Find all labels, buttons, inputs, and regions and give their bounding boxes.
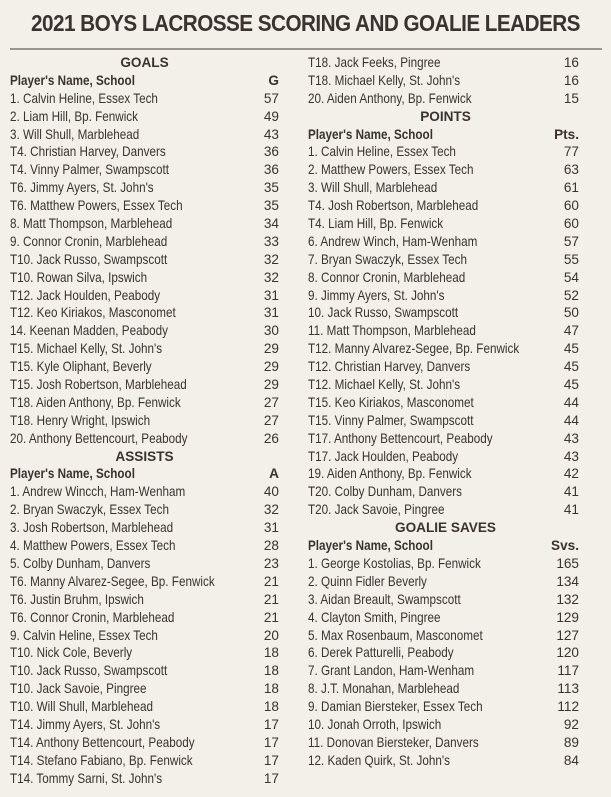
- player-name: T6. Justin Bruhm, Ipswich: [10, 591, 144, 607]
- page-title: 2021 BOYS LACROSSE SCORING AND GOALIE LEADERS: [31, 10, 580, 36]
- title-divider: [10, 48, 602, 50]
- stat-value: 18: [263, 645, 279, 661]
- goals-row: [10, 108, 279, 126]
- stat-value: 63: [563, 162, 579, 178]
- goals-row: [10, 161, 279, 179]
- stat-value: 41: [563, 502, 579, 518]
- player-name: 9. Connor Cronin, Marblehead: [10, 233, 168, 249]
- player-name: T10. Will Shull, Marblehead: [10, 699, 153, 715]
- player-name: T15. Keo Kiriakos, Masconomet: [308, 394, 474, 410]
- stat-value: 165: [556, 555, 579, 571]
- assists-row: [308, 54, 583, 72]
- player-name: 2. Quinn Fidler Beverly: [308, 573, 427, 589]
- stat-value: 27: [263, 394, 279, 410]
- player-name: 6. Andrew Winch, Ham-Wenham: [308, 233, 478, 249]
- stat-value: 43: [263, 126, 279, 142]
- player-name: T14. Jimmy Ayers, St. John's: [10, 716, 161, 732]
- stat-value: 31: [263, 287, 279, 303]
- player-name: T14. Anthony Bettencourt, Peabody: [10, 734, 195, 750]
- stat-value: 21: [263, 591, 279, 607]
- points-header-name: Player's Name, School: [308, 126, 433, 142]
- goals-header: [10, 72, 279, 90]
- assists-row: [10, 680, 279, 698]
- stat-value: 32: [263, 251, 279, 267]
- goals-header-name: Player's Name, School: [10, 72, 135, 88]
- goals-row: [10, 233, 279, 251]
- goalie-saves-row: [308, 627, 583, 645]
- points-list: [308, 143, 583, 519]
- stat-value: 29: [263, 377, 279, 393]
- player-name: 11. Donovan Biersteker, Danvers: [308, 734, 479, 750]
- stat-value: 16: [563, 55, 579, 70]
- goalie-saves-header: [308, 537, 583, 555]
- player-name: T10. Jack Russo, Swampscott: [10, 663, 168, 679]
- assists-row: [10, 627, 279, 645]
- stat-value: 35: [263, 198, 279, 214]
- stat-value: 45: [563, 341, 579, 357]
- goals-header-value: G: [268, 72, 279, 88]
- player-name: 11. Matt Thompson, Marblehead: [308, 323, 476, 339]
- stat-value: 28: [263, 538, 279, 554]
- goals-row: [10, 340, 279, 358]
- points-row: [308, 465, 583, 483]
- player-name: 1. Calvin Heline, Essex Tech: [10, 90, 158, 106]
- assists-list: [10, 483, 279, 787]
- points-row: [308, 179, 583, 197]
- player-name: T4. Liam Hill, Bp. Fenwick: [308, 216, 444, 232]
- player-name: 6. Derek Patturelli, Peabody: [308, 645, 454, 661]
- assists-row: [10, 537, 279, 555]
- player-name: 3. Josh Robertson, Marblehead: [10, 520, 174, 536]
- points-row: [308, 251, 583, 269]
- assists-row: [10, 591, 279, 609]
- player-name: 8. Connor Cronin, Marblehead: [308, 269, 466, 285]
- stat-value: 35: [263, 180, 279, 196]
- player-name: 20. Anthony Bettencourt, Peabody: [10, 430, 188, 446]
- player-name: 8. Matt Thompson, Marblehead: [10, 216, 173, 232]
- player-name: T4. Vinny Palmer, Swampscott: [10, 162, 169, 178]
- points-row: [308, 269, 583, 287]
- stat-value: 45: [563, 377, 579, 393]
- player-name: T4. Josh Robertson, Marblehead: [308, 198, 479, 214]
- goals-row: [10, 430, 279, 448]
- player-name: T6. Jimmy Ayers, St. John's: [10, 180, 154, 196]
- goals-row: [10, 143, 279, 161]
- player-name: T15. Kyle Oliphant, Beverly: [10, 359, 152, 375]
- assists-row: [10, 483, 279, 501]
- player-name: T10. Jack Savoie, Pingree: [10, 681, 147, 697]
- goalie-saves-row: [308, 698, 583, 716]
- stat-value: 17: [263, 734, 279, 750]
- assists-row: [10, 716, 279, 734]
- player-name: T15. Josh Robertson, Marblehead: [10, 377, 187, 393]
- stat-value: 17: [263, 752, 279, 768]
- stat-value: 31: [263, 305, 279, 321]
- goals-row: [10, 304, 279, 322]
- stat-value: 44: [563, 412, 579, 428]
- stat-value: 127: [556, 627, 579, 643]
- goalie-saves-row: [308, 752, 583, 770]
- stat-value: 33: [263, 233, 279, 249]
- player-name: T18. Aiden Anthony, Bp. Fenwick: [10, 394, 181, 410]
- player-name: 3. Will Shull, Marblehead: [308, 180, 438, 196]
- player-name: T4. Christian Harvey, Danvers: [10, 144, 166, 160]
- left-column: [10, 54, 279, 788]
- stat-value: 34: [263, 216, 279, 232]
- player-name: 14. Keenan Madden, Peabody: [10, 323, 168, 339]
- assists-row: [10, 644, 279, 662]
- player-name: T15. Michael Kelly, St. John's: [10, 341, 163, 357]
- player-name: 1. George Kostolias, Bp. Fenwick: [308, 555, 481, 571]
- stat-value: 47: [563, 323, 579, 339]
- assists-row: [10, 698, 279, 716]
- stat-value: 40: [263, 484, 279, 500]
- assists-continued-list: [308, 54, 583, 108]
- assists-row: [10, 573, 279, 591]
- goalie-saves-header-value: Svs.: [551, 538, 579, 554]
- assists-row: [308, 72, 583, 90]
- player-name: T12. Jack Houlden, Peabody: [10, 287, 161, 303]
- points-row: [308, 287, 583, 305]
- stat-value: 113: [557, 681, 579, 697]
- player-name: 1. Andrew Wincch, Ham-Wenham: [10, 484, 186, 500]
- stat-value: 57: [263, 90, 279, 106]
- player-name: 1. Calvin Heline, Essex Tech: [308, 144, 456, 160]
- goals-row: [10, 322, 279, 340]
- stat-value: 54: [563, 269, 579, 285]
- player-name: 9. Jimmy Ayers, St. John's: [308, 287, 445, 303]
- player-name: T10. Rowan Silva, Ipswich: [10, 269, 148, 285]
- stat-value: 18: [263, 663, 279, 679]
- goals-row: [10, 287, 279, 305]
- goalie-saves-row: [308, 573, 583, 591]
- player-name: 9. Damian Biersteker, Essex Tech: [308, 699, 483, 715]
- player-name: 5. Max Rosenbaum, Masconomet: [308, 627, 483, 643]
- player-name: T17. Anthony Bettencourt, Peabody: [308, 430, 493, 446]
- player-name: T14. Tommy Sarni, St. John's: [10, 770, 163, 786]
- player-name: 10. Jonah Orroth, Ipswich: [308, 716, 442, 732]
- player-name: T18. Jack Feeks, Pingree: [308, 55, 441, 70]
- stat-value: 134: [556, 573, 579, 589]
- player-name: T15. Vinny Palmer, Swampscott: [308, 412, 474, 428]
- stat-value: 77: [563, 144, 579, 160]
- goalie-saves-row: [308, 609, 583, 627]
- goalie-saves-row: [308, 716, 583, 734]
- points-row: [308, 340, 583, 358]
- stat-value: 92: [563, 716, 579, 732]
- player-name: 8. J.T. Monahan, Marblehead: [308, 681, 460, 697]
- goalie-saves-section-title: GOALIE SAVES: [395, 520, 496, 536]
- stat-value: 89: [563, 734, 579, 750]
- assists-row: [308, 90, 583, 108]
- points-row: [308, 143, 583, 161]
- player-name: 10. Jack Russo, Swampscott: [308, 305, 459, 321]
- goals-row: [10, 269, 279, 287]
- player-name: 7. Bryan Swaczyk, Essex Tech: [308, 251, 467, 267]
- player-name: T12. Christian Harvey, Danvers: [308, 359, 471, 375]
- goalie-saves-row: [308, 734, 583, 752]
- stat-value: 15: [563, 90, 579, 106]
- player-name: 3. Aidan Breault, Swampscott: [308, 591, 461, 607]
- stat-value: 29: [263, 359, 279, 375]
- stat-value: 43: [563, 430, 579, 446]
- player-name: 19. Aiden Anthony, Bp. Fenwick: [308, 466, 472, 482]
- points-row: [308, 448, 583, 466]
- stat-value: 29: [263, 341, 279, 357]
- stat-value: 120: [556, 645, 579, 661]
- assists-row: [10, 752, 279, 770]
- assists-header-value: A: [269, 466, 279, 482]
- player-name: T12. Manny Alvarez-Segee, Bp. Fenwick: [308, 341, 520, 357]
- stat-value: 49: [263, 108, 279, 124]
- points-row: [308, 483, 583, 501]
- assists-row: [10, 501, 279, 519]
- stat-value: 55: [563, 251, 579, 267]
- player-name: T10. Jack Russo, Swampscott: [10, 251, 168, 267]
- assists-row: [10, 609, 279, 627]
- stat-value: 61: [563, 180, 579, 196]
- goals-row: [10, 90, 279, 108]
- goalie-saves-header-name: Player's Name, School: [308, 538, 433, 554]
- points-row: [308, 430, 583, 448]
- player-name: 3. Will Shull, Marblehead: [10, 126, 140, 142]
- stat-value: 16: [563, 72, 579, 88]
- stat-value: 30: [263, 323, 279, 339]
- goalie-saves-row: [308, 555, 583, 573]
- stat-value: 41: [563, 484, 579, 500]
- stat-value: 132: [556, 591, 579, 607]
- player-name: T6. Matthew Powers, Essex Tech: [10, 198, 183, 214]
- player-name: T12. Michael Kelly, St. John's: [308, 377, 461, 393]
- player-name: T17. Jack Houlden, Peabody: [308, 448, 459, 464]
- goals-row: [10, 251, 279, 269]
- stat-value: 57: [563, 233, 579, 249]
- player-name: T12. Keo Kiriakos, Masconomet: [10, 305, 176, 321]
- player-name: 2. Liam Hill, Bp. Fenwick: [10, 108, 138, 124]
- stat-value: 20: [263, 627, 279, 643]
- stat-value: 45: [563, 359, 579, 375]
- stat-value: 84: [563, 752, 579, 768]
- points-row: [308, 304, 583, 322]
- right-column: [308, 54, 583, 770]
- points-row: [308, 376, 583, 394]
- goals-row: [10, 215, 279, 233]
- stat-value: 17: [263, 770, 279, 786]
- stat-value: 50: [563, 305, 579, 321]
- points-row: [308, 394, 583, 412]
- assists-header-name: Player's Name, School: [10, 466, 135, 482]
- goals-row: [10, 376, 279, 394]
- player-name: 12. Kaden Quirk, St. John's: [308, 752, 450, 768]
- stat-value: 112: [557, 699, 579, 715]
- stat-value: 32: [263, 502, 279, 518]
- points-row: [308, 161, 583, 179]
- stat-value: 26: [263, 430, 279, 446]
- stat-value: 129: [556, 609, 579, 625]
- stat-value: 43: [563, 448, 579, 464]
- player-name: T6. Connor Cronin, Marblehead: [10, 609, 175, 625]
- stat-value: 52: [563, 287, 579, 303]
- stat-value: 44: [563, 394, 579, 410]
- assists-section-title: ASSISTS: [115, 448, 174, 464]
- goals-row: [10, 179, 279, 197]
- goalie-saves-row: [308, 591, 583, 609]
- player-name: T20. Colby Dunham, Danvers: [308, 484, 462, 500]
- goalie-saves-row: [308, 644, 583, 662]
- player-name: T18. Michael Kelly, St. John's: [308, 72, 461, 88]
- points-row: [308, 501, 583, 519]
- goals-row: [10, 197, 279, 215]
- stat-value: 36: [263, 144, 279, 160]
- stat-value: 17: [263, 716, 279, 732]
- stat-value: 42: [563, 466, 579, 482]
- stat-value: 18: [263, 681, 279, 697]
- goalie-saves-row: [308, 662, 583, 680]
- stat-value: 21: [263, 573, 279, 589]
- assists-row: [10, 662, 279, 680]
- player-name: 5. Colby Dunham, Danvers: [10, 555, 151, 571]
- points-row: [308, 322, 583, 340]
- goals-row: [10, 394, 279, 412]
- points-header: [308, 126, 583, 144]
- goals-row: [10, 126, 279, 144]
- stat-value: 31: [263, 520, 279, 536]
- assists-row: [10, 770, 279, 788]
- player-name: T10. Nick Cole, Beverly: [10, 645, 133, 661]
- assists-row: [10, 555, 279, 573]
- goals-list: [10, 90, 279, 448]
- goals-section-title: GOALS: [120, 55, 169, 70]
- player-name: 2. Bryan Swaczyk, Essex Tech: [10, 502, 169, 518]
- goals-row: [10, 358, 279, 376]
- assists-header: [10, 465, 279, 483]
- player-name: 4. Matthew Powers, Essex Tech: [10, 538, 176, 554]
- points-row: [308, 412, 583, 430]
- points-section-title: POINTS: [420, 108, 471, 124]
- stat-value: 60: [563, 198, 579, 214]
- assists-row: [10, 519, 279, 537]
- player-name: T20. Jack Savoie, Pingree: [308, 502, 445, 518]
- player-name: 4. Clayton Smith, Pingree: [308, 609, 441, 625]
- player-name: 2. Matthew Powers, Essex Tech: [308, 162, 474, 178]
- points-header-value: Pts.: [554, 126, 579, 142]
- assists-row: [10, 734, 279, 752]
- stat-value: 117: [557, 663, 579, 679]
- player-name: T18. Henry Wright, Ipswich: [10, 412, 151, 428]
- points-row: [308, 197, 583, 215]
- stat-value: 18: [263, 699, 279, 715]
- goalie-saves-row: [308, 680, 583, 698]
- stat-value: 32: [263, 269, 279, 285]
- stat-value: 27: [263, 412, 279, 428]
- points-row: [308, 233, 583, 251]
- goals-row: [10, 412, 279, 430]
- player-name: 9. Calvin Heline, Essex Tech: [10, 627, 158, 643]
- stat-value: 36: [263, 162, 279, 178]
- player-name: T14. Stefano Fabiano, Bp. Fenwick: [10, 752, 193, 768]
- points-row: [308, 358, 583, 376]
- player-name: 20. Aiden Anthony, Bp. Fenwick: [308, 90, 472, 106]
- player-name: T6. Manny Alvarez-Segee, Bp. Fenwick: [10, 573, 215, 589]
- stat-value: 23: [263, 555, 279, 571]
- player-name: 7. Grant Landon, Ham-Wenham: [308, 663, 475, 679]
- stat-value: 21: [263, 609, 279, 625]
- stat-value: 60: [563, 216, 579, 232]
- goalie-saves-list: [308, 555, 583, 770]
- points-row: [308, 215, 583, 233]
